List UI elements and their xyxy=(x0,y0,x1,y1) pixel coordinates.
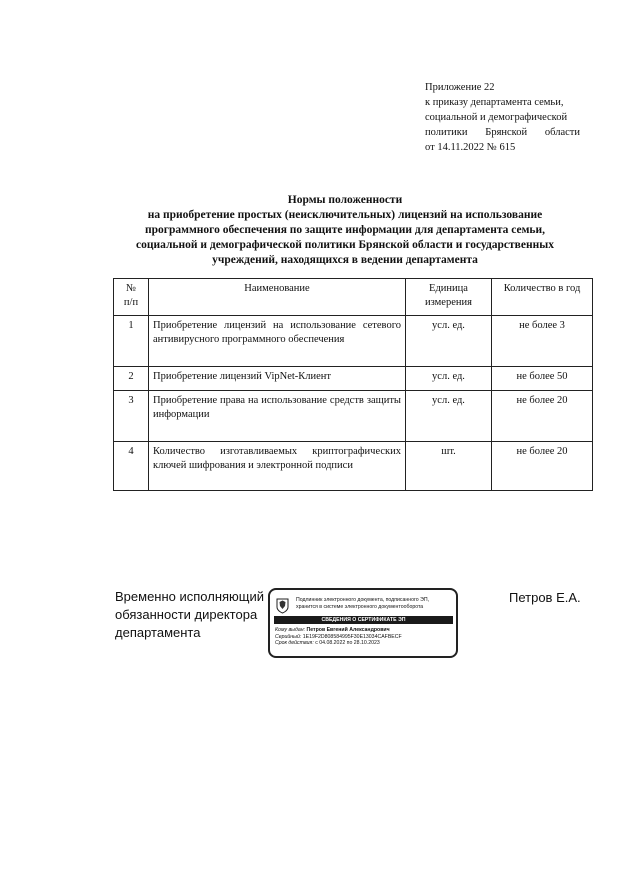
stamp-serial-label: Серийный: xyxy=(275,633,302,640)
title-line: социальной и демографической политики Брянской области и государственных xyxy=(136,239,554,251)
header-unit-line: измерения xyxy=(425,297,472,308)
stamp-issued-value: Петров Евгений Александрович xyxy=(306,627,390,633)
row-num: 2 xyxy=(114,367,149,391)
electronic-signature-stamp xyxy=(268,588,458,658)
appendix-date: от 14.11.2022 № 615 xyxy=(425,142,516,153)
row-num: 4 xyxy=(114,442,149,491)
header-name: Наименование xyxy=(149,279,406,316)
title-line: на приобретение простых (неисключительных) лицензий на использование xyxy=(147,209,543,221)
stamp-validity-value: с 04.08.2022 по 28.10.2023 xyxy=(315,640,380,646)
appendix-line xyxy=(425,125,580,140)
table-row xyxy=(114,442,593,491)
coat-of-arms-icon xyxy=(276,598,289,614)
stamp-header xyxy=(296,597,456,610)
row-qty: не более 3 xyxy=(492,316,593,367)
norms-table xyxy=(113,278,593,491)
row-unit: усл. ед. xyxy=(406,391,492,442)
row-qty: не более 20 xyxy=(492,391,593,442)
appendix-block xyxy=(425,80,580,155)
appendix-line: Приложение 22 xyxy=(425,82,495,93)
stamp-validity-label: Срок действия: xyxy=(275,640,314,646)
signer-line: обязанности директора xyxy=(115,607,258,622)
header-unit xyxy=(406,279,492,316)
table-row xyxy=(114,316,593,367)
document-title xyxy=(110,193,580,268)
appendix-line: к приказу департамента семьи, xyxy=(425,97,564,108)
stamp-header-line: Подлинник электронного документа, подписанного ЭП, xyxy=(296,597,430,603)
signer-position xyxy=(115,588,264,642)
header-qty: Количество в год xyxy=(492,279,593,316)
table-row xyxy=(114,367,593,391)
row-unit: усл. ед. xyxy=(406,367,492,391)
header-num xyxy=(114,279,149,316)
row-qty: не более 20 xyxy=(492,442,593,491)
title-line: учреждений, находящихся в ведении департамента xyxy=(212,254,478,266)
stamp-issued-label: Кому выдан: xyxy=(275,627,306,633)
row-num: 3 xyxy=(114,391,149,442)
row-num: 1 xyxy=(114,316,149,367)
appendix-word: области xyxy=(544,127,580,138)
title-line: программного обеспечения по защите информации для департамента семьи, xyxy=(144,224,546,236)
appendix-line: социальной и демографической xyxy=(425,112,568,123)
stamp-serial-value: 1E19F2D808584995F30E13034CAFBECF xyxy=(302,633,402,640)
signer-line: департамента xyxy=(115,625,201,640)
signer-name: Петров Е.А. xyxy=(509,590,581,605)
row-name: Приобретение лицензий на использование сетевого антивирусного программного обеспечения xyxy=(149,316,406,367)
row-name: Приобретение права на использование средств защиты информации xyxy=(149,391,406,442)
stamp-validity xyxy=(275,640,455,647)
table-header-row xyxy=(114,279,593,316)
row-qty: не более 50 xyxy=(492,367,593,391)
stamp-header-line: хранится в системе электронного документооборота xyxy=(296,603,424,610)
signer-line: Временно исполняющий xyxy=(115,589,265,604)
stamp-info xyxy=(275,627,455,647)
row-unit: шт. xyxy=(406,442,492,491)
header-num-symbol: № xyxy=(125,283,137,294)
stamp-certificate-bar: СВЕДЕНИЯ О СЕРТИФИКАТЕ ЭП xyxy=(274,616,453,624)
table-row xyxy=(114,391,593,442)
row-name: Количество изготавливаемых криптографических ключей шифрования и электронной подписи xyxy=(149,442,406,491)
header-unit-line: Единица xyxy=(429,283,468,294)
header-num-abbr: п/п xyxy=(123,297,139,308)
appendix-word: политики xyxy=(425,127,468,138)
row-unit: усл. ед. xyxy=(406,316,492,367)
appendix-word: Брянской xyxy=(485,127,528,138)
row-name: Приобретение лицензий VipNet-Клиент xyxy=(149,367,406,391)
title-line: Нормы положенности xyxy=(287,194,403,206)
